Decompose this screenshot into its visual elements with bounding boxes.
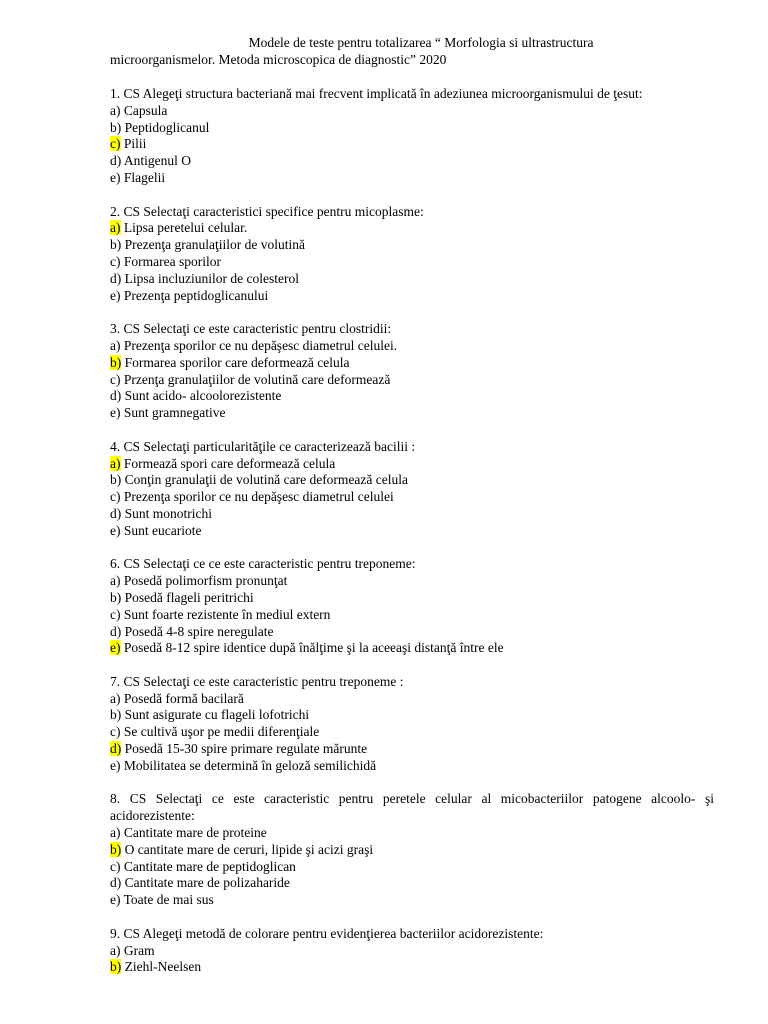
option-letter: a) (110, 942, 121, 958)
option-text: Formarea sporilor (120, 253, 221, 269)
option-text: Antigenul O (121, 153, 191, 169)
answer-option (110, 741, 714, 758)
option-letter: b) (110, 472, 122, 488)
answer-option (110, 170, 714, 187)
answer-option (110, 707, 714, 724)
option-text: Se cultivă uşor pe medii diferenţiale (120, 724, 320, 740)
answer-option (110, 724, 714, 741)
correct-answer-marker: b) (110, 959, 122, 975)
option-text: Cantitate mare de peptidoglican (120, 858, 296, 874)
option-text: Ziehl-Neelsen (121, 959, 202, 975)
answer-option (110, 758, 714, 775)
option-text: Posedă 4-8 spire neregulate (121, 623, 274, 639)
question-7 (110, 791, 714, 909)
option-text: Posedă polimorfism pronunţat (120, 573, 288, 589)
option-text: Formarea sporilor care deformează celula (121, 354, 350, 370)
answer-option (110, 372, 714, 389)
option-letter: a) (110, 573, 121, 589)
answer-option (110, 237, 714, 254)
answer-option (110, 288, 714, 305)
option-text: Posedă flageli peritrichi (121, 589, 254, 605)
option-text: Sunt acido- alcoolorezistente (121, 388, 282, 404)
question-text: 3. CS Selectaţi ce este caracteristic pentru clostridii: (110, 321, 392, 337)
answer-option (110, 456, 714, 473)
question-1 (110, 86, 714, 187)
answer-option (110, 338, 714, 355)
option-letter: c) (110, 371, 121, 387)
answer-option (110, 859, 714, 876)
title-line-1: Modele de teste pentru totalizarea “ Morfologia si ultrastructura (248, 35, 594, 50)
correct-answer-marker: e) (110, 640, 121, 656)
option-text: Cantitate mare de polizaharide (121, 875, 290, 891)
answer-option (110, 892, 714, 909)
question-text: 9. CS Alegeţi metodă de colorare pentru evidenţierea bacteriilor acidorezistente: (110, 925, 544, 941)
correct-answer-marker: a) (110, 455, 121, 471)
option-letter: d) (110, 875, 122, 891)
option-letter: e) (110, 405, 121, 421)
correct-answer-marker: b) (110, 354, 122, 370)
correct-answer-marker: a) (110, 220, 121, 236)
option-text: Prezenţa peptidoglicanului (120, 287, 269, 303)
option-letter: b) (110, 119, 122, 135)
option-text: Sunt monotrichi (121, 505, 212, 521)
option-letter: e) (110, 892, 121, 908)
correct-answer-marker: c) (110, 136, 121, 152)
answer-option (110, 523, 714, 540)
answer-option (110, 825, 714, 842)
answer-option (110, 590, 714, 607)
answer-option (110, 691, 714, 708)
option-letter: c) (110, 724, 121, 740)
option-text: Sunt gramnegative (120, 405, 226, 421)
option-text: Prezenţa granulaţiilor de volutină (121, 237, 305, 253)
question-text: 4. CS Selectaţi particularităţile ce caracterizează bacilii : (110, 438, 416, 454)
option-letter: b) (110, 589, 122, 605)
option-text: Mobilitatea se determină în geloză semilichidă (120, 757, 377, 773)
question-3 (110, 321, 714, 422)
option-letter: e) (110, 287, 121, 303)
option-text: O cantitate mare de ceruri, lipide şi acizi graşi (121, 841, 374, 857)
answer-option (110, 120, 714, 137)
option-text: Flagelii (120, 169, 166, 185)
answer-option (110, 103, 714, 120)
option-letter: e) (110, 757, 121, 773)
answer-option (110, 254, 714, 271)
answer-option (110, 355, 714, 372)
option-letter: d) (110, 623, 122, 639)
option-text: Prezenţa sporilor ce nu depăşesc diametrul celulei (120, 489, 394, 505)
option-text: Sunt eucariote (120, 522, 202, 538)
option-text: Cantitate mare de proteine (120, 825, 267, 841)
option-letter: a) (110, 690, 121, 706)
answer-option (110, 875, 714, 892)
option-text: Peptidoglicanul (121, 119, 210, 135)
answer-option (110, 489, 714, 506)
option-letter: c) (110, 858, 121, 874)
question-text: 1. CS Alegeţi structura bacteriană mai frecvent implicată în adeziunea microorganismului de ţesut: (110, 86, 643, 101)
option-text: Gram (120, 942, 155, 958)
question-text: 7. CS Selectaţi ce este caracteristic pentru treponeme : (110, 673, 404, 689)
answer-option (110, 472, 714, 489)
option-letter: d) (110, 153, 122, 169)
answer-option (110, 153, 714, 170)
answer-option (110, 506, 714, 523)
question-list (110, 86, 714, 993)
option-letter: d) (110, 270, 122, 286)
option-text: Posedă 15-30 spire primare regulate mărunte (121, 741, 368, 757)
option-text: Lipsa peretelui celular. (120, 220, 248, 236)
option-text: Pilii (120, 136, 147, 152)
option-text: Sunt asigurate cu flageli lofotrichi (121, 707, 310, 723)
option-letter: b) (110, 707, 122, 723)
option-letter: e) (110, 169, 121, 185)
answer-option (110, 959, 714, 976)
option-letter: c) (110, 606, 121, 622)
answer-option (110, 573, 714, 590)
title-line-2: microorganismelor. Metoda microscopica de diagnostic” 2020 (110, 51, 447, 67)
option-letter: d) (110, 505, 122, 521)
answer-option (110, 136, 714, 153)
answer-option (110, 640, 714, 657)
option-text: Sunt foarte rezistente în mediul extern (120, 606, 331, 622)
option-text: Posedă 8-12 spire identice după înălţime şi la aceeaşi distanţă între ele (120, 640, 504, 656)
option-text: Posedă formă bacilară (120, 690, 244, 706)
question-2 (110, 204, 714, 305)
option-text: Przenţa granulaţiilor de volutină care deformează (120, 371, 391, 387)
question-8 (110, 926, 714, 976)
answer-option (110, 607, 714, 624)
option-letter: a) (110, 337, 121, 353)
option-text: Lipsa incluziunilor de colesterol (121, 270, 299, 286)
question-4 (110, 439, 714, 540)
question-5 (110, 556, 714, 657)
option-letter: c) (110, 489, 121, 505)
option-text: Capsula (120, 102, 168, 118)
question-6 (110, 674, 714, 775)
option-text: Conţin granulaţii de volutină care deformează celula (121, 472, 408, 488)
question-text: 2. CS Selectaţi caracteristici specifice pentru micoplasme: (110, 203, 424, 219)
option-letter: b) (110, 237, 122, 253)
option-letter: d) (110, 388, 122, 404)
document-title (110, 35, 714, 69)
answer-option (110, 842, 714, 859)
option-letter: a) (110, 102, 121, 118)
correct-answer-marker: b) (110, 841, 122, 857)
answer-option (110, 220, 714, 237)
answer-option (110, 405, 714, 422)
answer-option (110, 388, 714, 405)
answer-option (110, 271, 714, 288)
question-text: 8. CS Selectaţi ce este caracteristic pentru peretele celular al micobacteriilor patogene alcoolo- şi acidorezistente: (110, 791, 714, 824)
option-letter: c) (110, 253, 121, 269)
option-text: Toate de mai sus (120, 892, 214, 908)
correct-answer-marker: d) (110, 741, 122, 757)
option-letter: e) (110, 522, 121, 538)
option-text: Formează spori care deformează celula (120, 455, 336, 471)
option-text: Prezenţa sporilor ce nu depăşesc diametrul celulei. (120, 337, 398, 353)
answer-option (110, 943, 714, 960)
answer-option (110, 624, 714, 641)
question-text: 6. CS Selectaţi ce ce este caracteristic pentru treponeme: (110, 556, 416, 572)
option-letter: a) (110, 825, 121, 841)
